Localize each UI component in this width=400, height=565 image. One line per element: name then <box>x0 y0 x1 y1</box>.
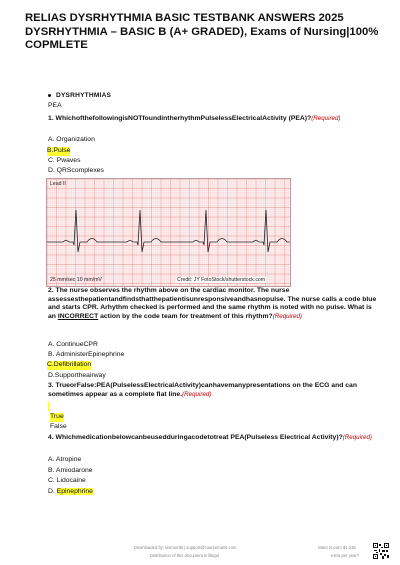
footer-downloaded: Downloaded by: kismumbl | support@coursemanit.com <box>134 545 237 550</box>
ecg-strip-image <box>46 178 291 287</box>
footer-earn-line-1: Want to earn $1.236 <box>318 545 356 550</box>
required-tag: (Required) <box>272 312 302 320</box>
q2-option-a: A. ContinueCPR <box>48 341 98 348</box>
ecg-speed-label: 25 mm/sec 10 mm/mV <box>50 277 102 283</box>
highlight-mark <box>48 402 50 411</box>
footer-earn-line-2: extra per year? <box>331 553 360 558</box>
q1-option-c: C. Pwaves <box>48 157 81 164</box>
question-3-prompt: 3. TrueorFalse:PEA(PulselessElectricalActivity)canhavemanypresentations on the ECG and can sometimes appear as a complete flat line. <box>48 382 357 398</box>
question-2-prompt: 2. The nurse observes the rhythm above on the cardiac monitor. The nurse assessesthepatientandfindsthatthepatientisunresponsiveandhasnopulse. The nurse calls a code blue and starts CPR. Arhythm checked is performed and the same rhythm is noted with no pulse. What is an <box>48 287 377 320</box>
q1-option-a: A. Organization <box>48 136 95 143</box>
document-title: RELIAS DYSRHYTHMIA BASIC TESTBANK ANSWERS 2025 DYSRHYTHMIA – BASIC B (A+ GRADED), Exams of Nursing|100% COPMLETE <box>25 12 379 51</box>
section-subheading: PEA <box>48 102 62 109</box>
q3-option-false: False <box>50 423 67 430</box>
question-4-prompt: 4. Whichmedicationbelowcanbeusedduringacodetotreat PEA(Pulseless Electrical Activity)? <box>48 434 343 441</box>
q1-option-b: B.Pulse <box>47 147 71 154</box>
question-4 <box>48 434 378 443</box>
ecg-strip-graphic <box>47 179 290 286</box>
q4-option-b: B. Amiodarone <box>48 467 93 474</box>
q4-option-a: A. Atropine <box>48 456 82 463</box>
q2-option-d: D.Supportheairway <box>48 372 106 379</box>
q3-option-true: True <box>50 413 64 420</box>
ecg-credit-label: Credit: JY FotoStock/shutterstock.com <box>177 277 266 283</box>
q4-option-d: D. Epinephrine <box>48 488 93 495</box>
question-2-underlined-word: INCORRECT <box>57 312 99 320</box>
q4-option-c: C. Lidocaine <box>48 477 86 484</box>
question-2 <box>48 287 378 321</box>
q2-option-c: C.Defibrillation <box>47 361 92 368</box>
qr-code-icon <box>373 543 389 559</box>
ecg-lead-label: Lead II <box>50 181 66 187</box>
q4-option-d-highlight: Epinephrine <box>56 488 93 495</box>
footer-distribution: Distribution of this document is illegal <box>150 553 219 558</box>
question-3 <box>48 382 378 399</box>
question-1 <box>48 115 378 124</box>
required-tag: (Required) <box>182 390 212 398</box>
required-tag: (Required) <box>311 115 341 122</box>
question-1-prompt: 1. WhichofthefollowingisNOTfoundintherhythmPulselessElectricalActivity (PEA)? <box>48 115 312 122</box>
q1-option-d: D. QRScomplexes <box>48 167 104 174</box>
required-tag: (Required) <box>342 434 372 441</box>
question-2-prompt-end: action by the code team for treatment of this rhythm? <box>100 312 273 320</box>
section-heading: DYSRHYTHMIAS <box>56 92 112 99</box>
q2-option-b: B. AdministerEpinephrine <box>48 351 125 358</box>
